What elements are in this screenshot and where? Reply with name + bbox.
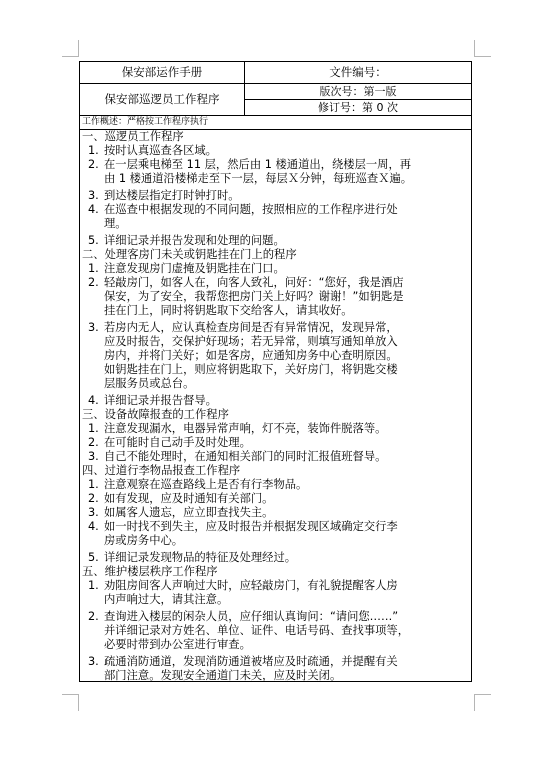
item-number: 1. xyxy=(88,262,99,275)
item-text: 详细记录并报告发现和处理的问题。 xyxy=(104,234,285,247)
list-item xyxy=(82,655,469,682)
procedure-content xyxy=(80,130,471,682)
header-right-column xyxy=(245,62,471,115)
manual-title: 保安部运作手册 xyxy=(80,62,244,84)
item-number: 3. xyxy=(88,450,99,463)
list-item xyxy=(82,422,469,436)
crop-mark-top-right xyxy=(474,40,491,57)
item-number: 2. xyxy=(88,158,99,171)
item-text: 在一层乘电梯至 11 层，然后由 1 楼通道出，绕楼层一周，再 由 1 楼通道沿楼梯走至下一层，每层Ｘ分钟，每班巡查Ｘ遍。 xyxy=(104,158,413,185)
item-text: 注意发现房门虚掩及钥匙挂在门口。 xyxy=(104,262,285,275)
item-text: 劝阻房间客人声响过大时，应轻敲房门，有礼貌提醒客人房 内声响过大，请其注意。 xyxy=(104,579,398,606)
list-item xyxy=(82,203,469,231)
list-item xyxy=(82,520,469,548)
item-number: 2. xyxy=(88,610,99,623)
section-title: 五、维护楼层秩序工作程序 xyxy=(82,565,218,578)
list-item xyxy=(82,394,469,408)
work-overview: 工作概述：严格按工作程序执行 xyxy=(80,116,471,130)
item-number: 3. xyxy=(88,321,99,334)
item-number: 2. xyxy=(88,492,99,505)
crop-mark-bottom-left xyxy=(62,694,79,711)
version-number: 版次号：第一版 xyxy=(245,84,471,100)
section-title: 四、过道行李物品报查工作程序 xyxy=(82,464,241,477)
list-item xyxy=(82,610,469,652)
item-number: 4. xyxy=(88,394,99,407)
item-number: 3. xyxy=(88,655,99,668)
list-item xyxy=(82,506,469,520)
section-title: 一、巡逻员工作程序 xyxy=(82,130,184,143)
document-number: 文件编号： xyxy=(245,62,471,84)
item-text: 到达楼层指定打时钟打时。 xyxy=(104,189,240,202)
item-number: 3. xyxy=(88,506,99,519)
item-number: 4. xyxy=(88,203,99,216)
header-table xyxy=(80,62,471,116)
section-title: 二、处理客房门未关或钥匙挂在门上的程序 xyxy=(82,248,297,261)
list-item xyxy=(82,321,469,391)
list-item xyxy=(82,436,469,450)
revision-number: 修订号：第 0 次 xyxy=(318,101,398,114)
item-text: 轻敲房门，如客人在，向客人致礼，问好：“您好，我是酒店 保安，为了安全，我帮您把房门关上好吗？谢谢！”如钥匙是 挂在门上，同时将钥匙取下交给客人，请其收好。 xyxy=(104,276,404,317)
item-number: 1. xyxy=(88,579,99,592)
list-item xyxy=(82,450,469,464)
header-left-column xyxy=(80,62,245,115)
item-number: 2. xyxy=(88,436,99,449)
list-item xyxy=(82,478,469,492)
list-item xyxy=(82,189,469,203)
item-text: 若房内无人，应认真检查房间是否有异常情况，发现异常， 应及时报告，交保护好现场；若无异常，则填写通知单放入 房内，并将门关好；如是客房，应通知房务中心查明原因。 如钥匙挂在门上，则应将钥匙取下，关好房门，将钥匙交楼 层服务员或总台。 xyxy=(104,321,398,390)
item-number: 4. xyxy=(88,520,99,533)
item-number: 2. xyxy=(88,276,99,289)
crop-mark-top-left xyxy=(62,40,79,57)
list-item xyxy=(82,158,469,186)
item-text: 详细记录并报告督导。 xyxy=(104,394,217,407)
item-text: 注意发现漏水，电器异常声响，灯不亮，装饰件脱落等。 xyxy=(104,422,387,435)
item-text: 详细记录发现物品的特征及处理经过。 xyxy=(104,551,297,564)
item-text: 如属客人遗忘，应立即查找失主。 xyxy=(104,506,274,519)
item-text: 在可能时自己动手及时处理。 xyxy=(104,436,251,449)
item-text: 在巡查中根据发现的不同问题，按照相应的工作程序进行处 理。 xyxy=(104,203,398,230)
item-number: 1. xyxy=(88,422,99,435)
item-number: 1. xyxy=(88,144,99,157)
section-title: 三、设备故障报查的工作程序 xyxy=(82,408,229,421)
list-item xyxy=(82,262,469,276)
crop-mark-bottom-right xyxy=(474,694,491,711)
list-item xyxy=(82,492,469,506)
item-text: 如有发现，应及时通知有关部门。 xyxy=(104,492,274,505)
list-item xyxy=(82,551,469,565)
item-text: 查询进入楼层的闲杂人员，应仔细认真询问：“请问您……” 并详细记录对方姓名、单位、证件、电话号码、查找事项等， 必要时带到办公室进行审查。 xyxy=(104,610,410,651)
item-text: 疏通消防通道，发现消防通道被堵应及时疏通，并提醒有关 部门注意。发现安全通道门未关，应及时关闭。 xyxy=(104,655,398,682)
item-text: 如一时找不到失主，应及时报告并根据发现区域确定交行李 房或房务中心。 xyxy=(104,520,398,547)
item-text: 注意观察在巡查路线上是否有行李物品。 xyxy=(104,478,308,491)
item-text: 按时认真巡查各区域。 xyxy=(104,144,217,157)
list-item xyxy=(82,579,469,607)
item-text: 自己不能处理时，在通知相关部门的同时汇报值班督导。 xyxy=(104,450,387,463)
item-number: 1. xyxy=(88,478,99,491)
list-item xyxy=(82,276,469,318)
item-number: 5. xyxy=(88,551,99,564)
procedure-title: 保安部巡逻员工作程序 xyxy=(104,92,220,106)
item-number: 5. xyxy=(88,234,99,247)
list-item xyxy=(82,234,469,248)
document-table xyxy=(79,61,472,682)
list-item xyxy=(82,144,469,158)
item-number: 3. xyxy=(88,189,99,202)
